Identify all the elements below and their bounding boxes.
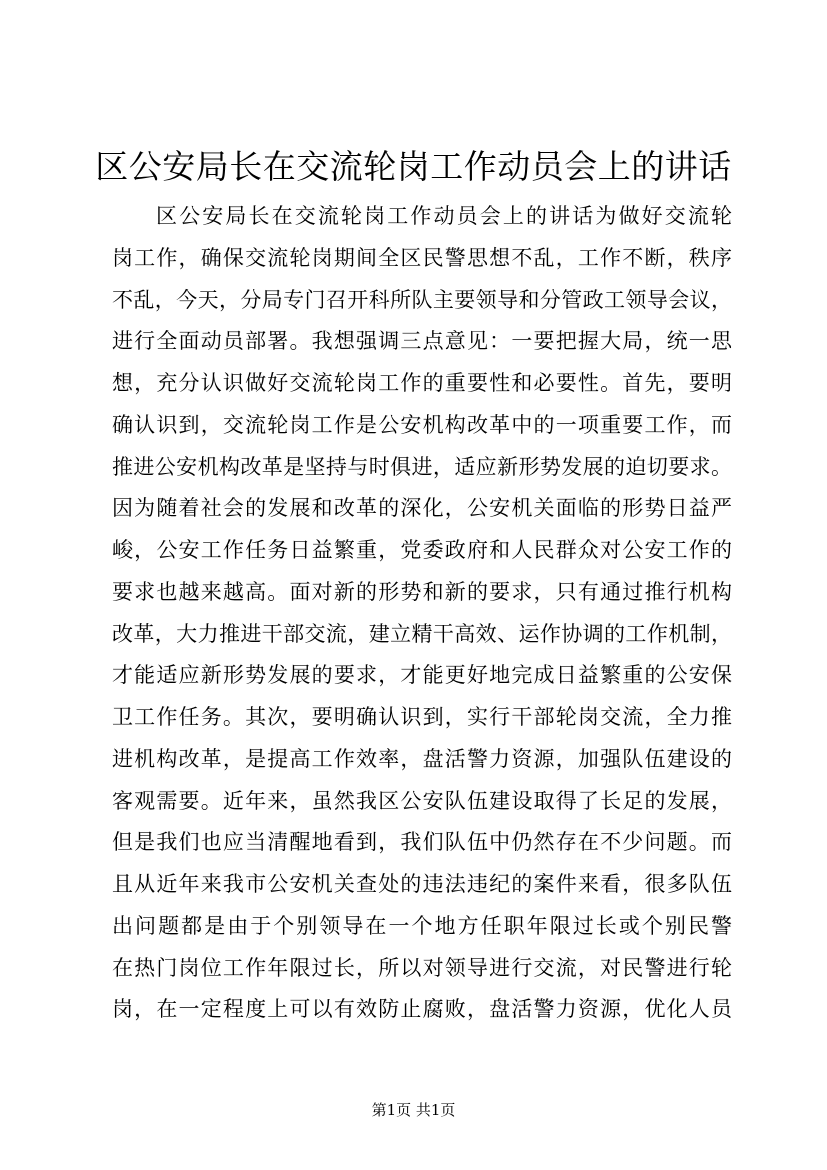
body-line: 岗工作，确保交流轮岗期间全区民警思想不乱，工作不断，秩序: [112, 245, 732, 270]
body-line: 要求也越来越高。面对新的形势和新的要求，只有通过推行机构: [112, 579, 732, 604]
body-line: 改革，大力推进干部交流，建立精干高效、运作协调的工作机制，: [112, 621, 732, 646]
body-line: 进机构改革，是提高工作效率，盘活警力资源，加强队伍建设的: [112, 746, 732, 771]
body-line: 确认识到，交流轮岗工作是公安机构改革中的一项重要工作，而: [112, 412, 732, 437]
body-line: 客观需要。近年来，虽然我区公安队伍建设取得了长足的发展，: [112, 788, 732, 813]
body-line: 因为随着社会的发展和改革的深化，公安机关面临的形势日益严: [112, 496, 732, 521]
body-line: 且从近年来我市公安机关查处的违法违纪的案件来看，很多队伍: [112, 872, 732, 896]
body-line: 进行全面动员部署。我想强调三点意见：一要把握大局，统一思: [112, 329, 732, 354]
body-line: 区公安局长在交流轮岗工作动员会上的讲话为做好交流轮: [156, 204, 732, 228]
document-title: 区公安局长在交流轮岗工作动员会上的讲话: [95, 147, 732, 186]
body-line: 想，充分认识做好交流轮岗工作的重要性和必要性。首先，要明: [112, 371, 732, 395]
body-line: 但是我们也应当清醒地看到，我们队伍中仍然存在不少问题。而: [112, 830, 732, 855]
body-line: 才能适应新形势发展的要求，才能更好地完成日益繁重的公安保: [112, 663, 732, 688]
body-line: 不乱，今天，分局专门召开科所队主要领导和分管政工领导会议，: [112, 287, 732, 312]
body-line: 在热门岗位工作年限过长，所以对领导进行交流，对民警进行轮: [112, 955, 732, 980]
body-line: 出问题都是由于个别领导在一个地方任职年限过长或个别民警: [112, 913, 732, 938]
body-line: 峻，公安工作任务日益繁重，党委政府和人民群众对公安工作的: [112, 538, 732, 562]
body-line: 推进公安机构改革是坚持与时俱进，适应新形势发展的迫切要求。: [112, 454, 732, 479]
body-line: 卫工作任务。其次，要明确认识到，实行干部轮岗交流，全力推: [112, 705, 732, 729]
body-line: 岗，在一定程度上可以有效防止腐败，盘活警力资源，优化人员: [112, 997, 732, 1022]
document-body: [112, 196, 732, 1031]
page-footer: 第1页 共1页: [371, 1101, 456, 1119]
